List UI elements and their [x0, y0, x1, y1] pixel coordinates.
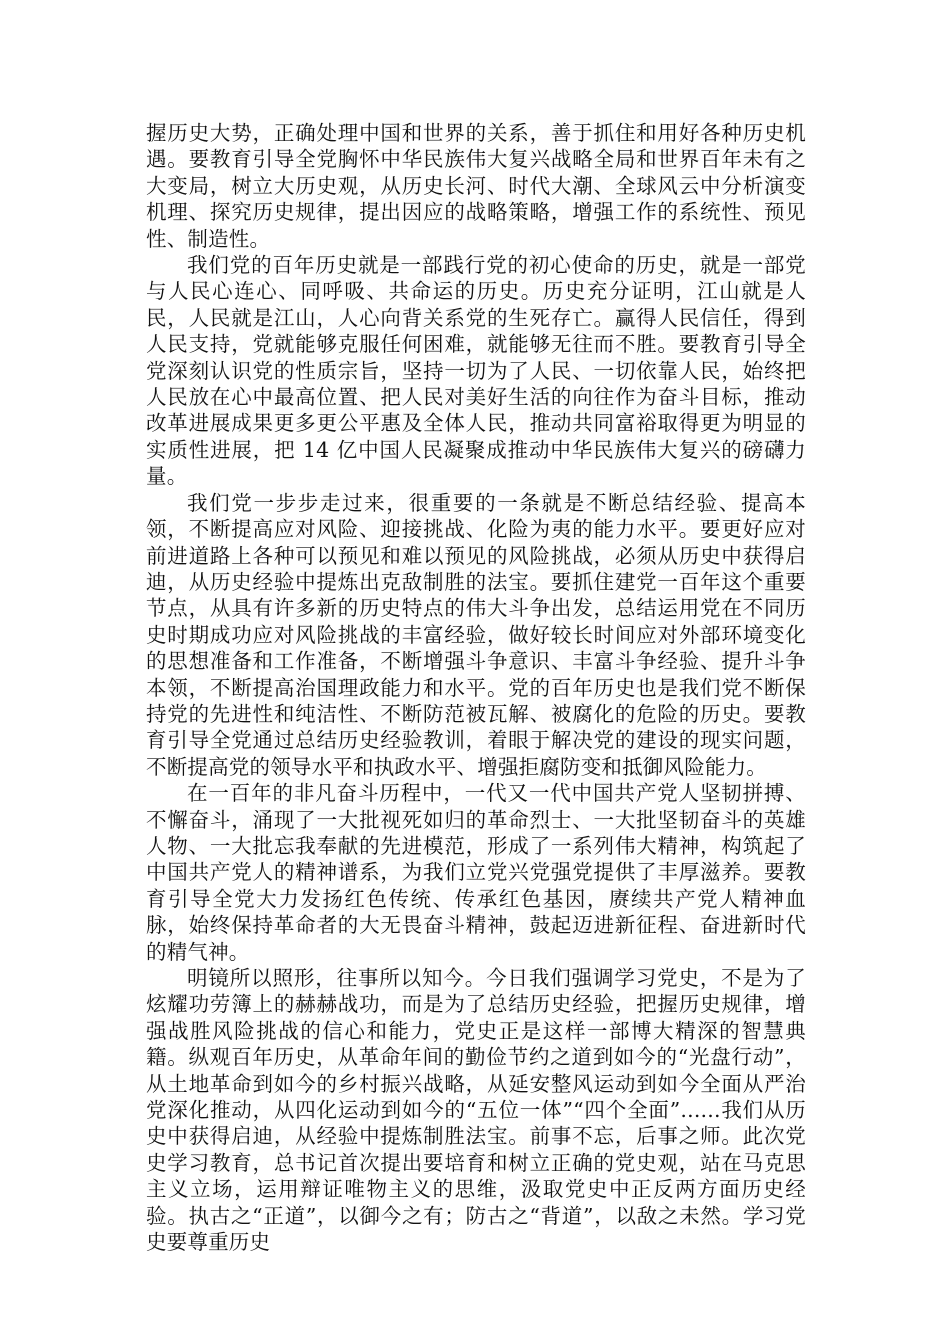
- paragraph-3: 我们党一步步走过来，很重要的一条就是不断总结经验、提高本领，不断提高应对风险、迎接挑战、化险为夷的能力水平。要更好应对前进道路上各种可以预见和难以预见的风险挑战，必须从历史中获得启迪，从历史经验中提炼出克敌制胜的法宝。要抓住建党一百年这个重要节点，从具有许多新的历史特点的伟大斗争出发，总结运用党在不同历史时期成功应对风险挑战的丰富经验，做好较长时间应对外部环境变化的思想准备和工作准备，不断增强斗争意识、丰富斗争经验、提升斗争本领，不断提高治国理政能力和水平。党的百年历史也是我们党不断保持党的先进性和纯洁性、不断防范被瓦解、被腐化的危险的历史。要教育引导全党通过总结历史经验教训，着眼于解决党的建设的现实问题，不断提高党的领导水平和执政水平、增强拒腐防变和抵御风险能力。: [146, 490, 806, 779]
- paragraph-5: 明镜所以照形，往事所以知今。今日我们强调学习党史，不是为了炫耀功劳簿上的赫赫战功，而是为了总结历史经验，把握历史规律，增强战胜风险挑战的信心和能力，党史正是这样一部博大精深的智慧典籍。纵观百年历史，从革命年间的勤俭节约之道到如今的“光盘行动”，从土地革命到如今的乡村振兴战略，从延安整风运动到如今全面从严治党深化推动，从四化运动到如今的“五位一体”“四个全面”......我们从历史中获得启迪，从经验中提炼制胜法宝。前事不忘，后事之师。此次党史学习教育，总书记首次提出要培育和树立正确的党史观，站在马克思主义立场，运用辩证唯物主义的思维，汲取党史中正反两方面历史经验。执古之“正道”，以御今之有；防古之“背道”，以敌之未然。学习党史要尊重历史: [146, 966, 806, 1255]
- paragraph-1: 握历史大势，正确处理中国和世界的关系，善于抓住和用好各种历史机遇。要教育引导全党胸怀中华民族伟大复兴战略全局和世界百年未有之大变局，树立大历史观，从历史长河、时代大潮、全球风云中分析演变机理、探究历史规律，提出因应的战略策略，增强工作的系统性、预见性、制造性。: [146, 121, 806, 251]
- paragraph-2: 我们党的百年历史就是一部践行党的初心使命的历史，就是一部党与人民心连心、同呼吸、共命运的历史。历史充分证明，江山就是人民，人民就是江山，人心向背关系党的生死存亡。赢得人民信任，得到人民支持，党就能够克服任何困难，就能够无往而不胜。要教育引导全党深刻认识党的性质宗旨，坚持一切为了人民、一切依靠人民，始终把人民放在心中最高位置、把人民对美好生活的向往作为奋斗目标，推动改革进展成果更多更公平惠及全体人民，推动共同富裕取得更为明显的实质性进展，把 14 亿中国人民凝聚成推动中华民族伟大复兴的磅礴力量。: [146, 253, 806, 489]
- paragraph-4: 在一百年的非凡奋斗历程中，一代又一代中国共产党人坚韧拼搏、不懈奋斗，涌现了一大批视死如归的革命烈士、一大批坚韧奋斗的英雄人物、一大批忘我奉献的先进模范，形成了一系列伟大精神，构筑起了中国共产党人的精神谱系，为我们立党兴党强党提供了丰厚滋养。要教育引导全党大力发扬红色传统、传承红色基因，赓续共产党人精神血脉，始终保持革命者的大无畏奋斗精神，鼓起迈进新征程、奋进新时代的精气神。: [146, 781, 806, 964]
- document-page: [146, 120, 806, 1255]
